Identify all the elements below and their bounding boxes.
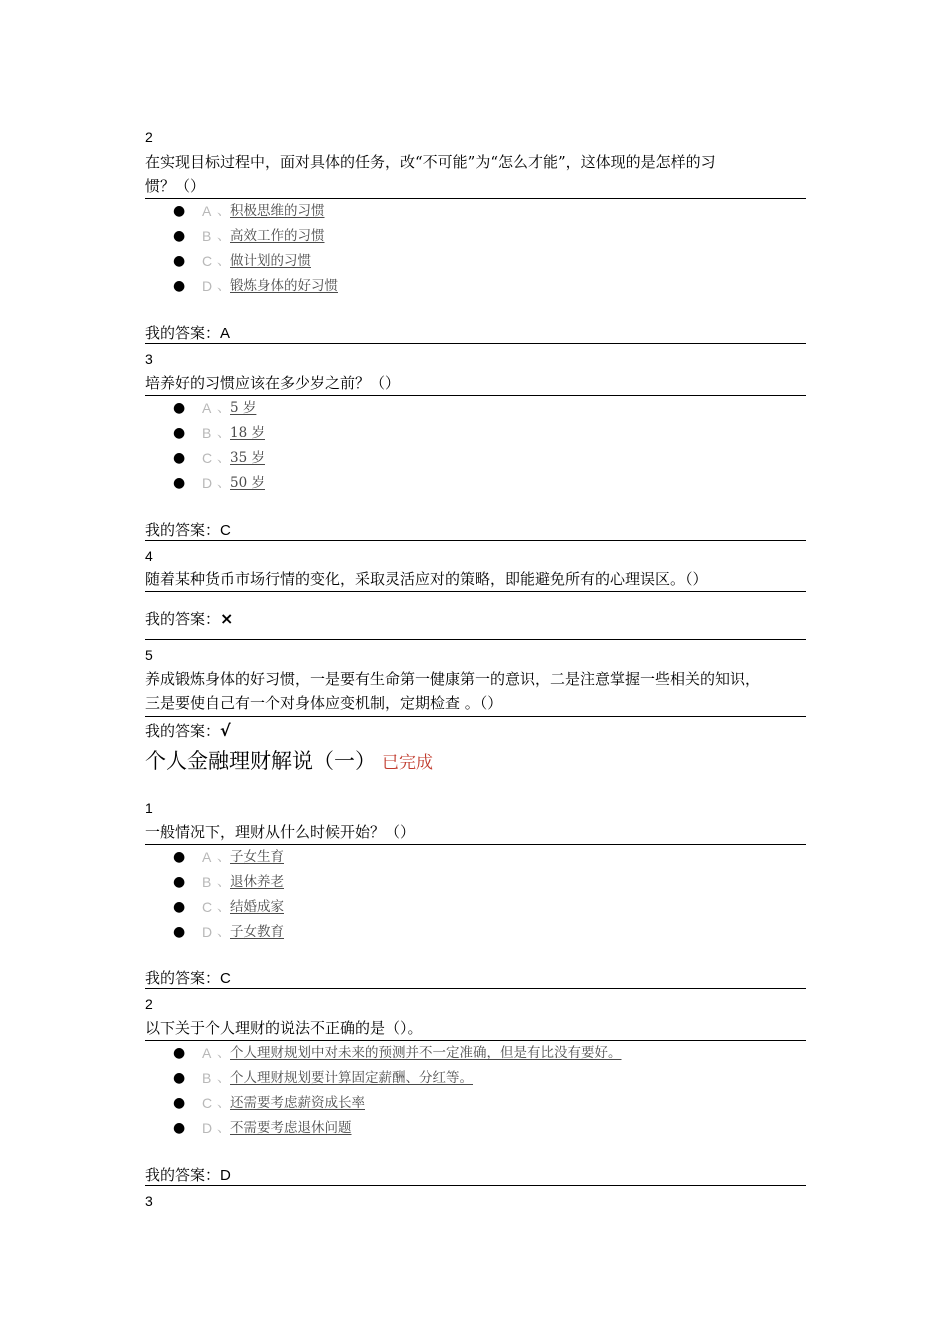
question-text-line: 随着某种货币市场行情的变化，采取灵活应对的策略，即能避免所有的心理误区。（） [145,570,708,588]
question-number: 3 [145,1193,153,1209]
question-number: 2 [145,996,153,1012]
bullet-icon: ● [173,1045,186,1061]
option-text[interactable]: 锻炼身体的好习惯 [230,278,338,294]
option-letter: C [202,1095,213,1111]
question-number: 5 [145,647,153,663]
question-text-line: 在实现目标过程中，面对具体的任务，改“不可能”为“怎么才能”，这体现的是怎样的习 [145,153,716,171]
bullet-icon: ● [173,1070,186,1086]
option-text[interactable]: 5 岁 [230,400,257,416]
bullet-icon: ● [173,425,186,441]
bullet-icon: ● [173,849,186,865]
option-letter: C [202,253,213,269]
bullet-icon: ● [173,450,186,466]
bullet-icon: ● [173,1095,186,1111]
divider [145,343,806,344]
option-letter: D [202,278,213,294]
bullet-icon: ● [173,400,186,416]
option-letter: B [202,425,212,441]
question-text-line: 惯？（） [145,177,206,195]
section-title [145,746,433,778]
question-text [145,1016,815,1040]
question-text [145,567,815,591]
option-letter: A [202,849,212,865]
my-answer: 我的答案：× [145,609,234,628]
option-letter: D [202,924,213,940]
bullet-icon: ● [173,253,186,269]
question-text [145,371,815,395]
bullet-icon: ● [173,278,186,294]
answer-value: C [220,970,231,987]
divider [145,540,806,541]
option-text[interactable]: 个人理财规划要计算固定薪酬、分红等。 [230,1070,473,1086]
option-text[interactable]: 50 岁 [230,475,265,491]
option-letter: A [202,203,212,219]
completion-status: 已完成 [382,753,433,773]
section-title-text: 个人金融理财解说（一） [145,749,376,773]
divider [145,988,806,989]
option-text[interactable]: 结婚成家 [230,899,284,915]
option-text[interactable]: 子女教育 [230,924,284,940]
my-answer: 我的答案：√ [145,721,231,740]
question-number: 1 [145,800,153,816]
question-text [145,667,815,715]
option-text[interactable]: 18 岁 [230,425,265,441]
question-text-line: 养成锻炼身体的好习惯，一是要有生命第一健康第一的意识，二是注意掌握一些相关的知识， [145,670,761,688]
option-letter: C [202,899,213,915]
bullet-icon: ● [173,228,186,244]
divider [145,639,806,640]
check-mark-icon: √ [220,721,231,740]
question-number: 4 [145,548,153,564]
option-text[interactable]: 积极思维的习惯 [230,203,325,219]
question-number: 2 [145,129,153,145]
question-text [145,150,815,198]
question-text-line: 三是要使自己有一个对身体应变机制，定期检查 。（） [145,694,503,712]
quiz-page: 2 在实现目标过程中，面对具体的任务，改“不可能”为“怎么才能”，这体现的是怎样的习 惯？（） ● A 、 积极思维的习惯 ● B 、 高效工作的习惯 ● C 、 做计划的习惯 ● D 、 锻炼身体的好习惯 我的答案：A 3 培养好的习惯应该在多少岁之前？（） ● A 、 5 岁 ● B 、 18 岁 ● C 、 35 岁 ● D 、 50 岁 我的答案：C 4 随着某种货币市场行情的变化，采取灵活应对的策略，即能避免所有的心理误区。（） 我的答案：× 5 养成锻炼身体的好习惯，一是要有生命第一健康第一的意识，二是注意掌握一些相关的知识， 三是要使自己有一个对身体应变机制，定期检查 。（） 我的答案：√ 个人金融理财解说（一） 已完成 1 一般情况下，理财从什么时候开始？（） ● A 、 子女生育 ● B 、 退休养老 ● C 、 结婚成家 ● D 、 子女教育 我的答案：C 2 以下关于个人理财的说法不正确的是（）。 ● A 、 个人理财规划中对未来的预测并不一定准确，但是有比没有要好。 ● B 、 个人理财规划要计算固定薪酬、分红等。 ● C 、 还需要考虑薪资成长率 ● D 、 不需要考虑退休问题 我的答案：D 3 [0,0,950,1344]
divider [145,1185,806,1186]
answer-value: C [220,522,231,539]
answer-value: A [220,325,231,342]
option-letter: A [202,1045,212,1061]
bullet-icon: ● [173,1120,186,1136]
option-text[interactable]: 不需要考虑退休问题 [230,1120,352,1136]
bullet-icon: ● [173,203,186,219]
option-letter: D [202,475,213,491]
option-text[interactable]: 还需要考虑薪资成长率 [230,1095,365,1111]
my-answer: 我的答案：C [145,969,231,987]
bullet-icon: ● [173,475,186,491]
option-text[interactable]: 个人理财规划中对未来的预测并不一定准确，但是有比没有要好。 [230,1045,622,1061]
question-text-line: 培养好的习惯应该在多少岁之前？（） [145,374,401,392]
option-letter: D [202,1120,213,1136]
question-number: 3 [145,351,153,367]
my-answer: 我的答案：A [145,324,231,342]
question-text-line: 以下关于个人理财的说法不正确的是（）。 [145,1019,423,1037]
option-text[interactable]: 退休养老 [230,874,284,890]
option-text[interactable]: 高效工作的习惯 [230,228,325,244]
option-letter: B [202,228,212,244]
option-text[interactable]: 子女生育 [230,849,284,865]
question-text-line: 一般情况下，理财从什么时候开始？（） [145,823,416,841]
option-letter: B [202,874,212,890]
bullet-icon: ● [173,874,186,890]
option-letter: B [202,1070,212,1086]
option-text[interactable]: 35 岁 [230,450,265,466]
option-letter: A [202,400,212,416]
option-letter: C [202,450,213,466]
bullet-icon: ● [173,924,186,940]
wrong-mark-icon: × [220,609,234,628]
my-answer: 我的答案：D [145,1166,231,1184]
answer-value: D [220,1167,231,1184]
divider [145,591,806,592]
bullet-icon: ● [173,899,186,915]
my-answer: 我的答案：C [145,521,231,539]
option-text[interactable]: 做计划的习惯 [230,253,311,269]
question-text [145,820,815,844]
divider [145,716,806,717]
